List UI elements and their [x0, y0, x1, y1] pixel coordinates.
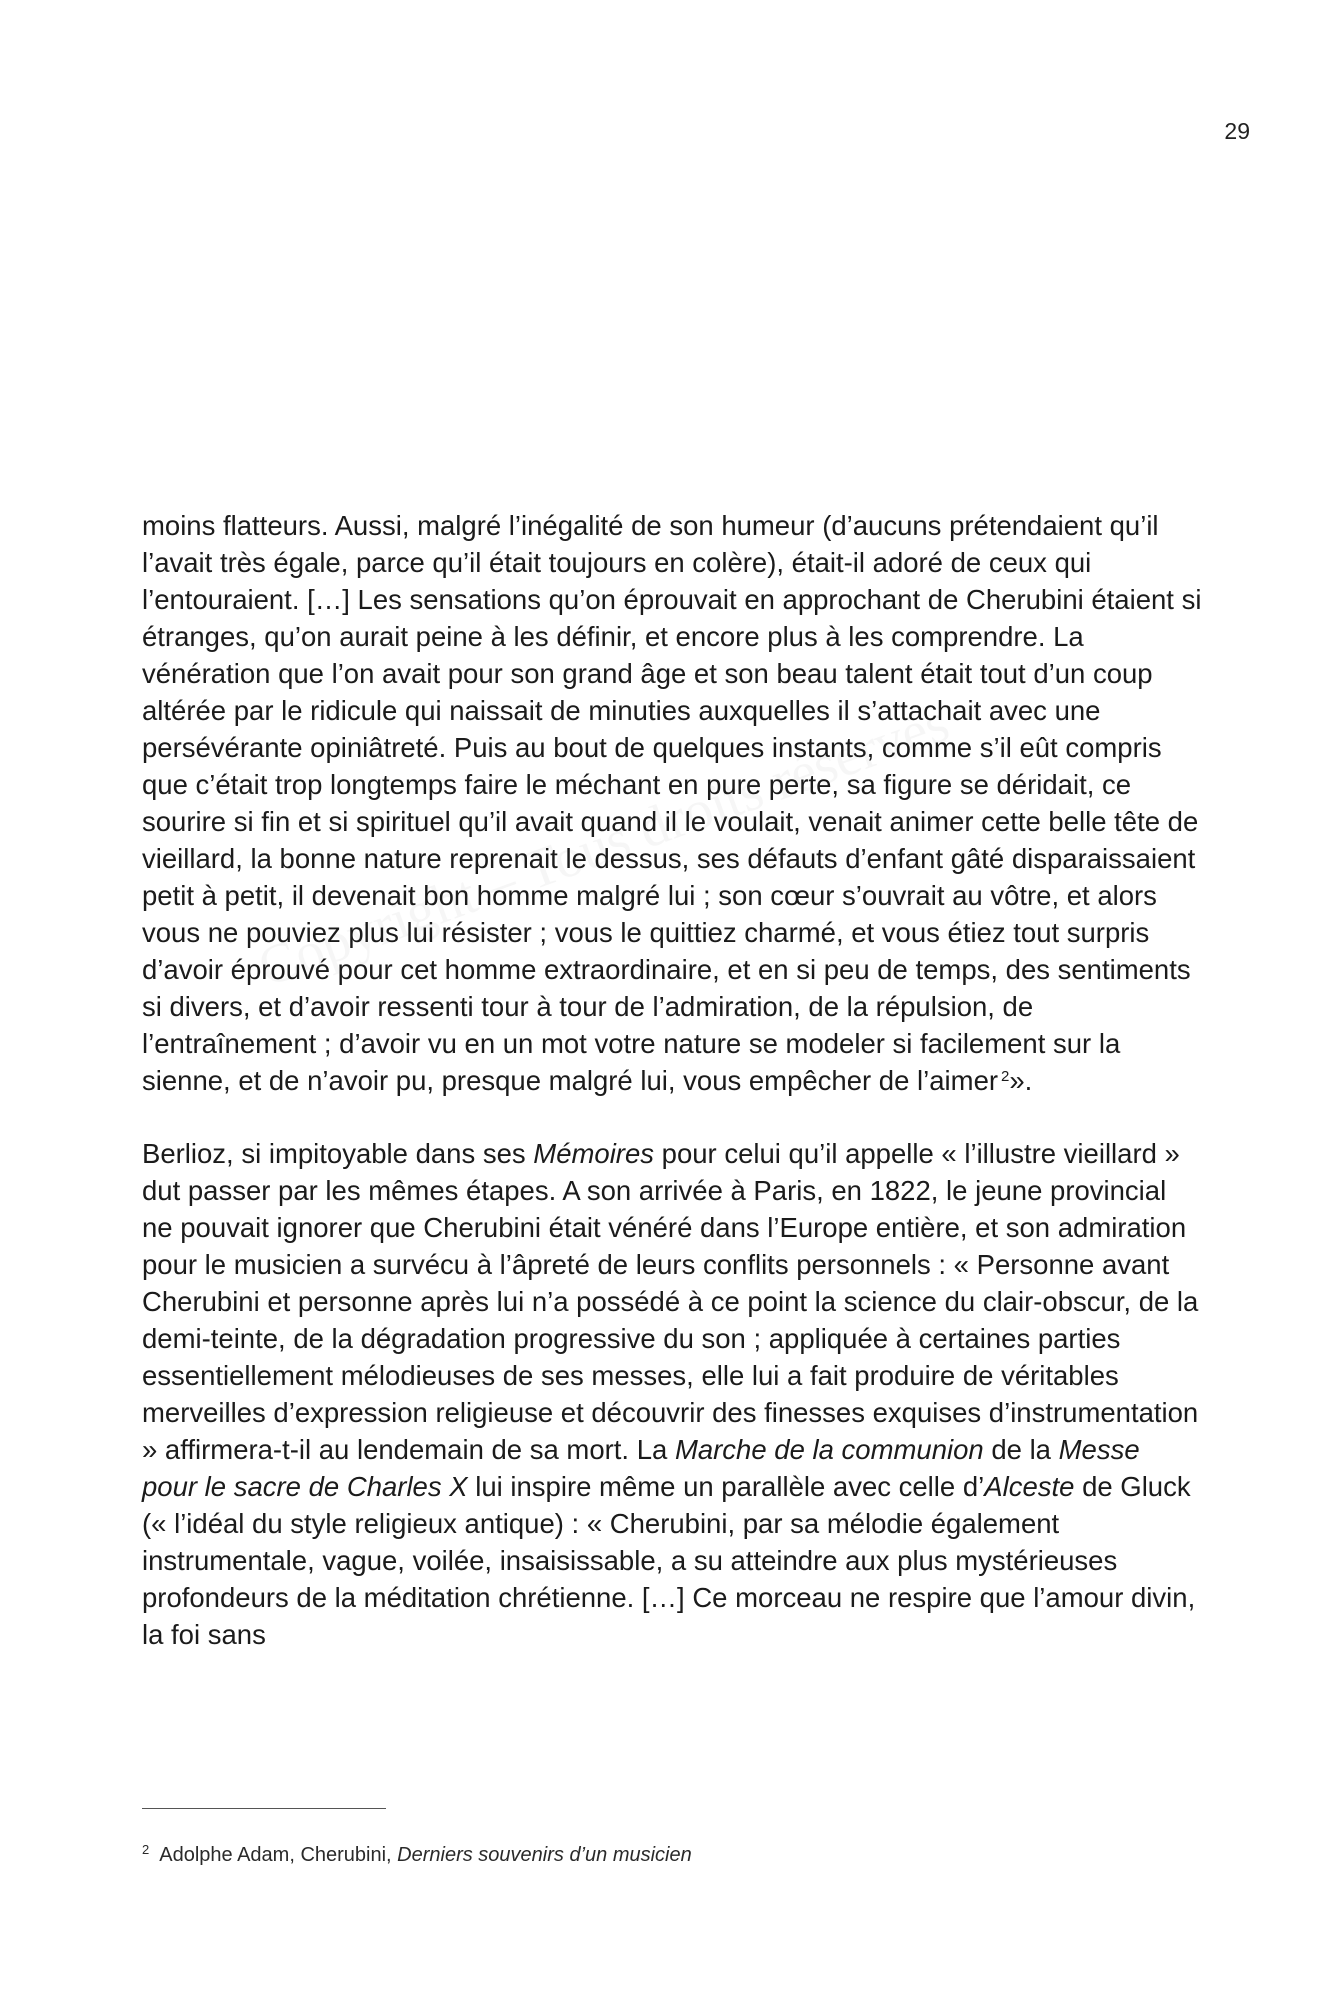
title-messe-sacre: Messe pour le sacre de Charles X: [142, 1434, 1140, 1502]
paragraph-2-text-3: de la: [983, 1434, 1059, 1465]
footnote-text: Adolphe Adam, Cherubini,: [159, 1844, 398, 1866]
paragraph-1-closing: ».: [1009, 1065, 1033, 1096]
paragraph-2-text-4: lui inspire même un parallèle avec celle d’: [467, 1471, 985, 1502]
title-alceste: Alceste: [984, 1471, 1075, 1502]
paragraph-berlioz: [142, 1135, 1202, 1653]
footnote-title: Derniers souvenirs d’un musicien: [397, 1844, 692, 1866]
footnote-divider: [142, 1808, 386, 1809]
footnote-number: 2: [142, 1842, 150, 1857]
footnote-reference[interactable]: 2: [1001, 1068, 1010, 1085]
footnote: [142, 1842, 1202, 1867]
page-number: 29: [1224, 118, 1250, 144]
paragraph-2-text-2: pour celui qu’il appelle « l’illustre vieillard » dut passer par les mêmes étapes. A son arrivée à Paris, en 1822, le jeune provincial ne pouvait ignorer que Cherubini était vénéré dans l’Europe entière, et son admiration pour le musicien a survécu à l’âpreté de leurs conflits personnels : « Personne avant Cherubini et personne après lui n’a possédé à ce point la science du clair-obscur, de la demi-teinte, de la dégradation progressive du son ; appliquée à certaines parties essentiellement mélodieuses de ses messes, elle lui a fait produire de véritables merveilles d’expression religieuse et découvrir des finesses exquises d’instrumentation » affirmera-t-il au lendemain de sa mort. La: [142, 1138, 1199, 1465]
paragraph-2-text-5: de Gluck (« l’idéal du style religieux antique) : « Cherubini, par sa mélodie également instrumentale, vague, voilée, insaisissable, a su atteindre aux plus mystérieuses profondeurs de la méditation chrétienne. […] Ce morceau ne respire que l’amour divin, la foi sans: [142, 1471, 1196, 1650]
paragraph-2-text-1: Berlioz, si impitoyable dans ses: [142, 1138, 534, 1169]
paragraph-1-text: moins flatteurs. Aussi, malgré l’inégalité de son humeur (d’aucuns prétendaient qu’il l’avait très égale, parce qu’il était toujours en colère), était-il adoré de ceux qui l’entouraient. […] Les sensations qu’on éprouvait en approchant de Cherubini étaient si étranges, qu’on aurait peine à les définir, et encore plus à les comprendre. La vénération que l’on avait pour son grand âge et son beau talent était tout d’un coup altérée par le ridicule qui naissait de minuties auxquelles il s’attachait avec une persévérante opiniâtreté. Puis au bout de quelques instants, comme s’il eût compris que c’était trop longtemps faire le méchant en pure perte, sa figure se déridait, ce sourire si fin et si spirituel qu’il avait quand il le voulait, venait animer cette belle tête de vieillard, la bonne nature reprenait le dessus, ses défauts d’enfant gâté disparaissaient petit à petit, il devenait bon homme malgré lui ; son cœur s’ouvrait au vôtre, et alors vous ne pouviez plus lui résister ; vous le quittiez charmé, et vous étiez tout surpris d’avoir éprouvé pour cet homme extraordinaire, et en si peu de temps, des sentiments si divers, et d’avoir ressenti tour à tour de l’admiration, de la répulsion, de l’entraînement ; d’avoir vu en un mot votre nature se modeler si facilement sur la sienne, et de n’avoir pu, presque malgré lui, vous empêcher de l’aimer: [142, 510, 1202, 1096]
paragraph-cherubini-quote: [142, 507, 1202, 1099]
title-memoires: Mémoires: [533, 1138, 655, 1169]
body-text: [142, 507, 1202, 1653]
title-marche-communion: Marche de la communion: [674, 1434, 984, 1465]
